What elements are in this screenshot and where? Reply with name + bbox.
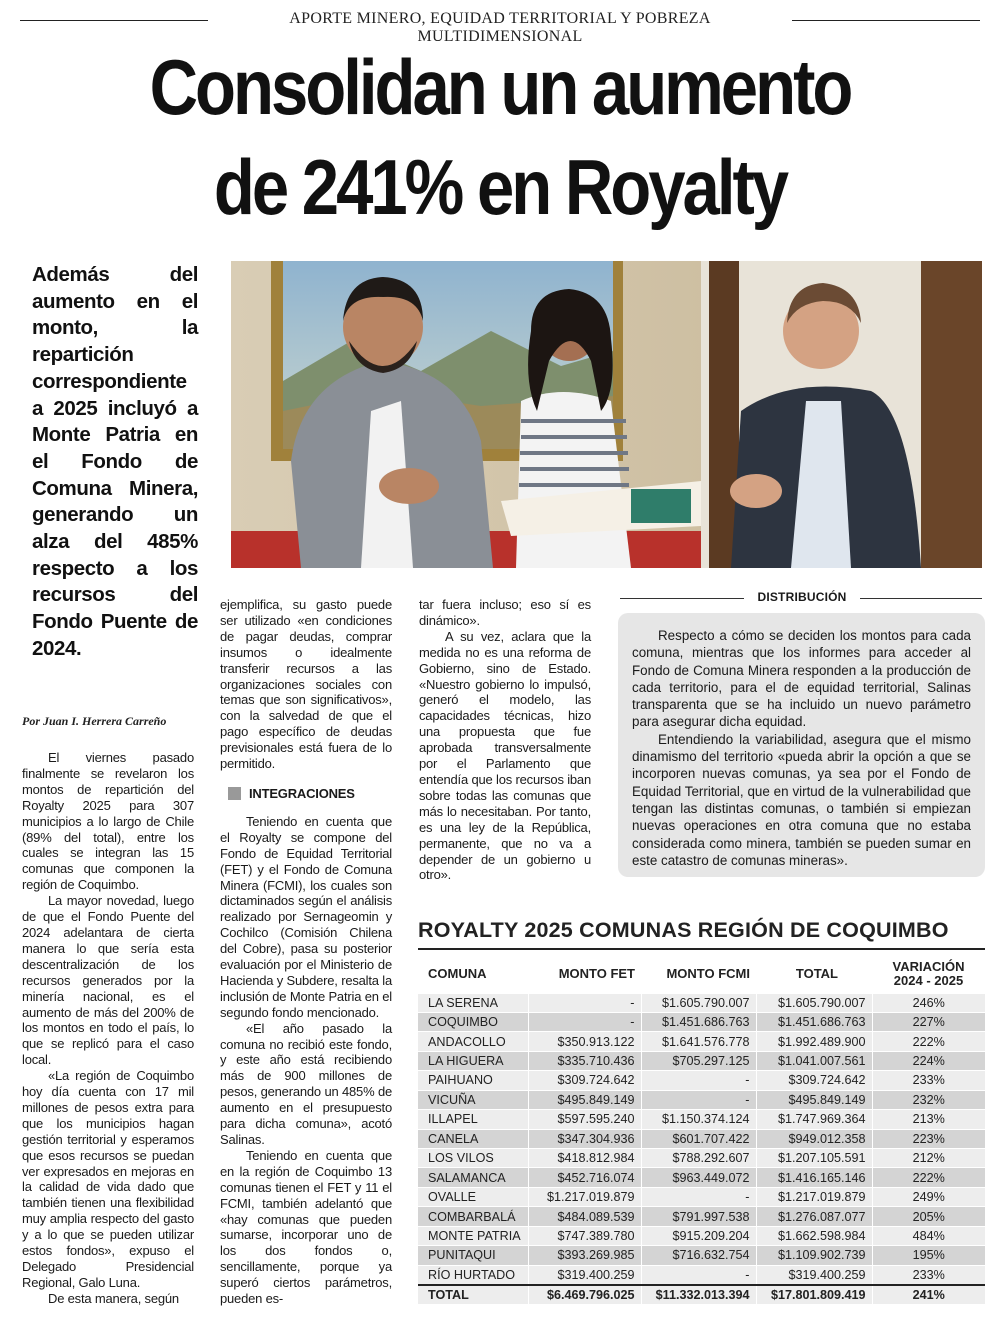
table-header-row (418, 955, 985, 993)
cell-fet: $335.710.436 (528, 1051, 641, 1070)
sidebar-paragraph: Entendiendo la variabilidad, asegura que el mismo dinamismo del territorio «pueda abrir la opción a que se incorporen nuevas comunas, ya sea por el Fondo de Equidad Territorial, que en virtud de la vulnerabilidad que tengan las distintas comunas, o también si empiezan nuevas operaciones en otra comuna que no estaba considerada como minera, también se pueden sumar en este catastro de comunas mineras». (632, 731, 971, 868)
cell-comuna: ILLAPEL (418, 1110, 528, 1129)
cell-variacion: 233% (872, 1071, 985, 1090)
table-row (418, 1051, 985, 1070)
sidebar-rule-right (860, 598, 982, 599)
cell-variacion: 224% (872, 1051, 985, 1070)
cell-variacion: 222% (872, 1032, 985, 1051)
cell-fcmi: $601.707.422 (641, 1129, 756, 1148)
cell-total: $1.451.686.763 (756, 1012, 872, 1031)
table-total-row (418, 1285, 985, 1304)
cell-total: $1.207.105.591 (756, 1149, 872, 1168)
cell-fcmi: $788.292.607 (641, 1149, 756, 1168)
headline-line-1: Consolidan un aumento (149, 43, 851, 131)
cell-comuna: MONTE PATRIA (418, 1226, 528, 1245)
cell-total: $1.109.902.739 (756, 1246, 872, 1265)
cell-variacion: 213% (872, 1110, 985, 1129)
body-paragraph: tar fuera incluso; eso sí es dinámico». (419, 597, 591, 628)
byline: Por Juan I. Herrera Carreño (22, 714, 167, 728)
cell-fcmi: $705.297.125 (641, 1051, 756, 1070)
table-title-rule (418, 948, 985, 950)
cell-fet: $347.304.936 (528, 1129, 641, 1148)
table-row (418, 1032, 985, 1051)
cell-comuna: PUNITAQUI (418, 1246, 528, 1265)
cell-total: $309.724.642 (756, 1071, 872, 1090)
table-row (418, 1168, 985, 1187)
cell-fet: $747.389.780 (528, 1226, 641, 1245)
cell-comuna: LA HIGUERA (418, 1051, 528, 1070)
cell-fcmi: $963.449.072 (641, 1168, 756, 1187)
cell-total: $1.605.790.007 (756, 993, 872, 1012)
body-paragraph: «El año pasado la comuna no recibió este fondo, y este año está recibiendo más de 900 millones de pesos, generando un 485% de aumento en el presupuesto para dicha comuna», acotó Salinas. (220, 1020, 392, 1147)
cell-total: $1.662.598.984 (756, 1226, 872, 1245)
body-paragraph: De esta manera, según (48, 1290, 179, 1306)
table-row (418, 1012, 985, 1031)
cell-fet: $1.217.019.879 (528, 1187, 641, 1206)
body-column-3 (419, 597, 591, 883)
body-paragraph: La mayor novedad, luego de que el Fondo Puente del 2024 adelantara de cierta manera lo que sería esta descentralización de los recursos generados por la minería nacional, es el aumento de más del 200% de los montos en todo el país, lo que se replicó para el caso local. (22, 893, 194, 1068)
cell-fcmi: - (641, 1090, 756, 1109)
col-header-variacion (872, 955, 985, 993)
cell-variacion: 246% (872, 993, 985, 1012)
section-heading (228, 786, 392, 802)
cell-comuna: LOS VILOS (418, 1149, 528, 1168)
col-header-variacion-line1: VARIACIÓN (892, 958, 965, 974)
body-paragraph: «La región de Coquimbo hoy día cuenta con 17 mil millones de pesos extra para que los municipios hagan gestión territorial y esperamos que esos recursos se puedan ver expresados en mejoras en la calidad de vida dado que también tienen una flexibilidad muy amplia respecto del gasto y a lo que se pueden utilizar estos fondos», expuso el Delegado Presidencial Regional, Galo Luna. (22, 1068, 194, 1290)
cell-variacion: 232% (872, 1090, 985, 1109)
cell-fcmi: $1.641.576.778 (641, 1032, 756, 1051)
cell-fet: $309.724.642 (528, 1071, 641, 1090)
cell-fet: $452.716.074 (528, 1168, 641, 1187)
cell-comuna: ANDACOLLO (418, 1032, 528, 1051)
cell-fet: $484.089.539 (528, 1207, 641, 1226)
cell-fcmi: $915.209.204 (641, 1226, 756, 1245)
col-header-fcmi: MONTO FCMI (666, 966, 750, 982)
cell-variacion: 223% (872, 1129, 985, 1148)
sidebar-box (618, 613, 985, 877)
royalty-table (418, 955, 985, 1304)
cell-total: $495.849.149 (756, 1090, 872, 1109)
cell-fet: $319.400.259 (528, 1265, 641, 1284)
cell-total: $1.041.007.561 (756, 1051, 872, 1070)
body-paragraph: Teniendo en cuenta que en la región de Coquimbo 13 comunas tienen el FET y 11 el FCMI, también adelantó que «hay comunas que pueden sumarse, incorporar uno de los dos fondos o, sencillamente, porque ya superó ciertos parámetros, pueden es- (220, 1147, 392, 1307)
cell-comuna: COMBARBALÁ (418, 1207, 528, 1226)
photo-illustration (231, 261, 982, 568)
cell-fet: $350.913.122 (528, 1032, 641, 1051)
cell-total-fcmi: $11.332.013.394 (641, 1285, 756, 1304)
cell-variacion: 205% (872, 1207, 985, 1226)
cell-variacion: 212% (872, 1149, 985, 1168)
table-row (418, 1129, 985, 1148)
table-row (418, 1110, 985, 1129)
cell-comuna: PAIHUANO (418, 1071, 528, 1090)
cell-comuna: CANELA (418, 1129, 528, 1148)
sidebar-label (620, 589, 982, 607)
cell-variacion: 233% (872, 1265, 985, 1284)
cell-fcmi: $1.150.374.124 (641, 1110, 756, 1129)
cell-fcmi: - (641, 1187, 756, 1206)
section-heading-text: INTEGRACIONES (249, 785, 355, 801)
cell-fcmi: $1.451.686.763 (641, 1012, 756, 1031)
table-row (418, 1246, 985, 1265)
cell-variacion: 222% (872, 1168, 985, 1187)
headline-line-2: de 241% en Royalty (213, 143, 787, 231)
cell-variacion: 195% (872, 1246, 985, 1265)
cell-total-variacion: 241% (872, 1285, 985, 1304)
cell-total: $949.012.358 (756, 1129, 872, 1148)
table-row (418, 1090, 985, 1109)
cell-fet: $393.269.985 (528, 1246, 641, 1265)
cell-fcmi: $716.632.754 (641, 1246, 756, 1265)
cell-comuna: OVALLE (418, 1187, 528, 1206)
sidebar-paragraph: Respecto a cómo se deciden los montos para cada comuna, mientras que los informes para acceder al Fondo de Comuna Minera responden a la producción de cada territorio, para el de equidad territorial, Salinas transparenta que se ha incluido un nuevo parámetro para asegurar dicha equidad. (632, 628, 971, 730)
col-header-fet: MONTO FET (558, 966, 635, 982)
cell-fet: $597.595.240 (528, 1110, 641, 1129)
sidebar-rule-left (620, 598, 744, 599)
cell-comuna: RÍO HURTADO (418, 1265, 528, 1284)
cell-variacion: 484% (872, 1226, 985, 1245)
body-paragraph: ejemplifica, su gasto puede ser utilizado «en condiciones de pagar deudas, comprar insumos o idealmente transferir recursos a las organizaciones sociales con temas que son significativos», con la salvedad de que el pago específico de deudas previsionales está fuera de lo permitido. (220, 597, 392, 772)
kicker-text: APORTE MINERO, EQUIDAD TERRITORIAL Y POBREZA MULTIDIMENSIONAL (289, 10, 711, 45)
col-header-variacion-line2: 2024 - 2025 (893, 972, 964, 988)
cell-total-label: TOTAL (418, 1285, 528, 1304)
col-header-total: TOTAL (795, 966, 838, 982)
table-row (418, 1226, 985, 1245)
cell-fet: - (528, 1012, 641, 1031)
body-column-1 (22, 750, 194, 1307)
cell-total: $1.747.969.364 (756, 1110, 872, 1129)
cell-fcmi: $1.605.790.007 (641, 993, 756, 1012)
cell-total-total: $17.801.809.419 (756, 1285, 872, 1304)
table-row (418, 1265, 985, 1284)
kicker-rule-right (792, 20, 980, 21)
article-photo (231, 261, 982, 568)
cell-fcmi: - (641, 1071, 756, 1090)
table-body (418, 993, 985, 1304)
kicker-rule-left (20, 20, 208, 21)
section-kicker (0, 8, 1000, 45)
cell-total: $1.416.165.146 (756, 1168, 872, 1187)
cell-comuna: COQUIMBO (418, 1012, 528, 1031)
col-header-comuna: COMUNA (428, 966, 487, 982)
cell-comuna: VICUÑA (418, 1090, 528, 1109)
body-paragraph: Teniendo en cuenta que el Royalty se compone del Fondo de Equidad Territorial (FET) y el Fondo de Comuna Minera (FCMI), los cuales son dictaminados según el análisis realizado por Sernageomin y Cochilco (Comisión Chilena del Cobre), pasa su posterior evaluación por el Ministerio de Hacienda y Subdere, resalta la inclusión de Monte Patria en el segundo fondo mencionado. (220, 813, 392, 1020)
cell-fet: $495.849.149 (528, 1090, 641, 1109)
table-row (418, 1207, 985, 1226)
table-row (418, 993, 985, 1012)
table-row (418, 1149, 985, 1168)
body-paragraph: El viernes pasado finalmente se revelaron los montos de repartición del Royalty 2025 para 307 municipios a lo largo de Chile (89% del total), entre los cuales se integran las 15 comunas que componen la región de Coquimbo. (22, 750, 194, 893)
cell-variacion: 249% (872, 1187, 985, 1206)
cell-total: $1.276.087.077 (756, 1207, 872, 1226)
cell-total-fet: $6.469.796.025 (528, 1285, 641, 1304)
cell-comuna: SALAMANCA (418, 1168, 528, 1187)
table-row (418, 1187, 985, 1206)
square-bullet-icon (228, 787, 241, 800)
cell-fcmi: $791.997.538 (641, 1207, 756, 1226)
body-paragraph: A su vez, aclara que la medida no es una reforma de Gobierno, sino de Estado. «Nuestro gobierno lo impulsó, generó el modelo, las capacidades técnicas, hizo una propuesta que fue aprobada transversalmente por el Parlamento que entendía que los recursos iban sobre todas las comunas que más lo necesitaban. Por tanto, es una ley de la República, permanente, que no va a depender de un gobierno u otro». (419, 628, 591, 883)
cell-total: $1.217.019.879 (756, 1187, 872, 1206)
cell-total: $319.400.259 (756, 1265, 872, 1284)
cell-comuna: LA SERENA (418, 993, 528, 1012)
body-column-2 (220, 597, 392, 1307)
cell-total: $1.992.489.900 (756, 1032, 872, 1051)
cell-fet: - (528, 993, 641, 1012)
cell-variacion: 227% (872, 1012, 985, 1031)
table-row (418, 1071, 985, 1090)
table-title: ROYALTY 2025 COMUNAS REGIÓN DE COQUIMBO (418, 918, 949, 942)
cell-fet: $418.812.984 (528, 1149, 641, 1168)
sidebar-label-text: DISTRIBUCIÓN (757, 590, 847, 604)
article-deck: Además del aumento en el monto, la repartición correspondiente a 2025 incluyó a Monte Patria en el Fondo de Comuna Minera, generando un alza del 485% respecto a los recursos del Fondo Puente de 2024. (32, 263, 198, 660)
cell-fcmi: - (641, 1265, 756, 1284)
